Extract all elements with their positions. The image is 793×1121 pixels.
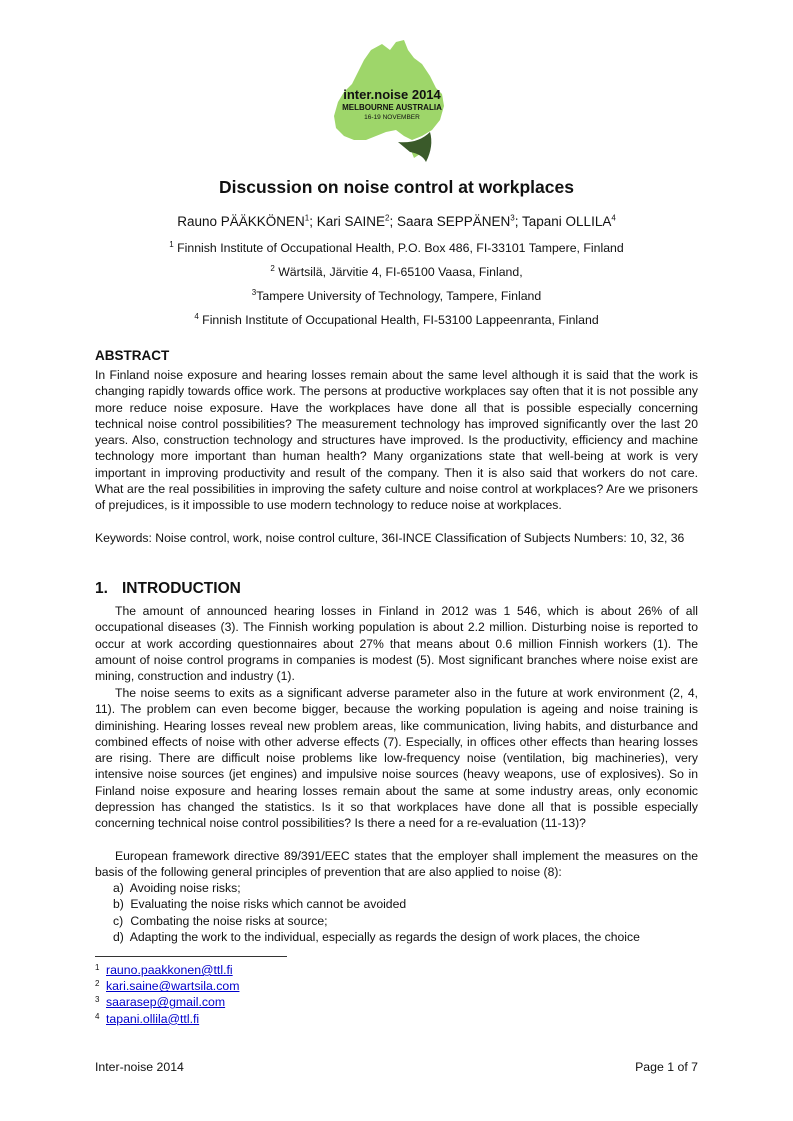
email-link[interactable]: kari.saine@wartsila.com (106, 979, 240, 994)
affiliation-4: $^4$ Finnish Institute of Occupational Health, FI-53100 Lappeenranta, Finland (194, 311, 599, 327)
footer-page-number: Page 1 of 7 (635, 1060, 698, 1074)
affiliation-1: $^1$ Finnish Institute of Occupational Health, P.O. Box 486, FI-33101 Tampere, Finland (169, 239, 624, 255)
footnote: 1 rauno.paakkonen@ttl.fi (95, 963, 233, 977)
abstract-text: In Finland noise exposure and hearing losses remain about the same level although it is said that the work is changing rapidly towards office work. The persons at productive workplaces say often that it is not possible any more reduce noise exposure. Have the workplaces have done all that is possible especially concerning technical noise control possibilities? The measurement technology has improved significantly over the last 20 years. Also, construction technology and structures have improved. Is the productivity, efficiency and machine technology more important than human health? Many organizations state that well-being at work is very important in improving productivity and result of the company. Then it is also said that workers do not care. What are the real possibilities in improving the safety culture and noise control at workplaces? Are we prisoners of prejudices, is it impossible to use modern technology to reduce noise at workplaces. (95, 368, 698, 513)
list-item: c) Combating the noise risks at source; (113, 913, 328, 928)
intro-paragraph-1: The amount of announced hearing losses in Finland in 2012 was 1 546, which is about 26% of all occupational diseases (3). The Finnish working population is about 2.2 million. Disturbing noise is reported to occur at work according questionnaires about 27% that means about 0.6 million Finnish workers (1). The amount of noise control programs in companies is modest (5). Most significant branches where noise exist are mining, construction and industry (1). (95, 604, 698, 684)
author: Kari SAINE$^2$; (316, 213, 397, 229)
email-link[interactable]: rauno.paakkonen@ttl.fi (106, 963, 233, 977)
footnote: 2 kari.saine@wartsila.com (95, 979, 240, 994)
list-item: b) Evaluating the noise risks which cannot be avoided (113, 897, 407, 912)
footnote: 3 saarasep@gmail.com (95, 995, 226, 1010)
footer-conference: Inter-noise 2014 (95, 1060, 184, 1074)
paper-title: Discussion on noise control at workplaces (219, 177, 574, 197)
author: Tapani OLLILA$^4$ (522, 213, 616, 229)
footnote-divider (95, 956, 287, 957)
author: Rauno PÄÄKKÖNEN$^1$; (177, 213, 317, 229)
footnotes (95, 962, 239, 1027)
australia-map-logo (326, 36, 458, 166)
conference-logo (326, 36, 458, 166)
author: Saara SEPPÄNEN$^3$; (396, 213, 523, 229)
list-item: a) Avoiding noise risks; (113, 881, 241, 895)
intro-paragraph-2: The noise seems to exits as a significant adverse parameter also in the future at work environment (2, 4, 11). The problem can even become bigger, because the working population is ageing and noise training is diminishing. Hearing losses reveal new problem areas, like communication, living habits, and disturbance and combined effects of noise with other adverse effects (7). Especially, in offices other effects than hearing losses are rising. There are difficult noise problems like low-frequency noise (ventilation, big machineries), very intensive noise sources (jet engines) and impulsive noise sources (heavy weapons, use of explosives). So in Finland noise exposure and hearing losses remain about the same at some industry areas, only economic depression has changed the statistics. Is it so that workplaces have done all that is possible especially concerning technical noise control possibilities? Is there a need for a re-evaluation (11-13)? (95, 686, 698, 831)
logo-line2: MELBOURNE AUSTRALIA (342, 103, 442, 112)
logo-line1: inter.noise 2014 (343, 87, 441, 102)
author-list (0, 214, 793, 229)
footnote: 4 tapani.ollila@ttl.fi (95, 1011, 200, 1026)
email-link[interactable]: tapani.ollila@ttl.fi (106, 1011, 200, 1026)
email-link[interactable]: saarasep@gmail.com (106, 995, 226, 1010)
abstract-heading: ABSTRACT (95, 348, 170, 363)
intro-paragraph-3: European framework directive 89/391/EEC states that the employer shall implement the measures on the basis of the following general principles of prevention that are also applied to noise (8): (95, 849, 698, 880)
logo-line3: 16-19 NOVEMBER (364, 114, 420, 121)
section-heading-introduction: 1. INTRODUCTION (95, 580, 241, 597)
affiliation-2: $^2$ Wärtsilä, Järvitie 4, FI-65100 Vaasa, Finland, (270, 263, 523, 279)
affiliation-3: $^3$Tampere University of Technology, Tampere, Finland (251, 287, 542, 303)
prevention-principles-list (95, 880, 698, 945)
keywords: Keywords: Noise control, work, noise control culture, 36I-INCE Classification of Subjects Numbers: 10, 32, 36 (95, 531, 685, 545)
list-item: d) Adapting the work to the individual, especially as regards the design of work places, the choice (113, 929, 640, 944)
